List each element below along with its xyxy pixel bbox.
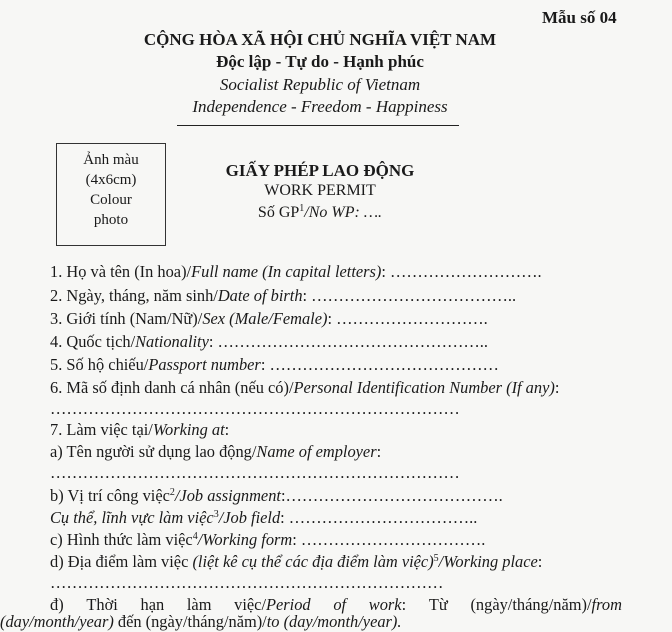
field-label-en: Passport number [148,355,261,374]
form-number: Mẫu số 04 [542,8,617,27]
field-colon: : [224,420,230,439]
period-word: việc/ [234,595,267,614]
country-name-vi: CỘNG HÒA XÃ HỘI CHỦ NGHĨA VIỆT NAM [143,30,497,49]
field-label-vi: 7. Làm việc tại/ [50,420,153,439]
period-word: đ) [50,595,64,614]
footnote-ref-1: 1 [299,203,305,214]
document-title-en: WORK PERMIT [264,182,376,199]
permit-number[interactable] [190,204,450,222]
field-label-vi: a) Tên người sử dụng lao động/ [50,442,257,461]
field-colon: : [554,378,560,397]
field-passport-number[interactable] [50,355,499,375]
permit-number-label-vi: Số GP [257,204,300,221]
photo-label-line4: photo [93,212,129,228]
document-title-vi: GIẤY PHÉP LAO ĐỘNG [225,161,415,180]
period-word: Thời [86,595,118,614]
field-label-en: Sex (Male/Female) [202,309,328,328]
field-dots: : ………………………………………….. [208,332,488,351]
period-word: from [591,595,622,614]
field-dots: : ……………………………….. [302,286,517,305]
period-word: of [333,595,347,614]
period-of-work-line2[interactable] [0,612,401,632]
field-sex[interactable] [50,309,488,329]
field-label-vi: Cụ thể, lĩnh vực làm việc [50,508,214,527]
field-label-vi: 6. Mã số định danh cá nhân (nếu có)/ [50,378,294,397]
field-label-en: /Job field [218,508,281,527]
field-label-en: Full name (In capital letters) [191,262,382,281]
field-label-en: Name of employer [256,442,377,461]
employer-name-continuation[interactable]: ………………………………………………………………… [50,463,460,482]
field-label-en: Working at [152,420,225,439]
field-label-en: /Job assignment [174,486,281,505]
field-working-form[interactable] [50,530,485,550]
photo-label-line1: Ảnh màu [83,152,139,168]
motto-en: Independence - Freedom - Happiness [192,97,448,116]
field-colon: : [537,552,543,571]
field-working-place[interactable] [50,552,542,572]
field-dots: : ………………………. [327,309,488,328]
permit-number-label-en: /No WP: …. [304,204,383,221]
period-word: hạn [140,595,165,614]
field-label-en: Personal Identification Number (If any) [293,378,555,397]
period-word: Period [266,595,311,614]
period-word: Từ [428,595,448,614]
period-word: work [368,595,402,614]
header-divider [177,125,459,126]
field-label-en: Nationality [135,332,209,351]
field-colon: : [376,442,382,461]
period-from-format: (day/month/year) [0,612,114,631]
field-label-en: /Working place [438,552,538,571]
field-nationality[interactable] [50,332,488,352]
field-working-at [50,420,229,440]
field-job-field[interactable] [50,508,477,528]
personal-id-continuation[interactable]: ………………………………………………………………… [50,399,460,418]
field-label-en: Date of birth [217,286,303,305]
period-word: : [401,595,407,614]
field-label-vi: 3. Giới tính (Nam/Nữ)/ [50,309,203,328]
field-date-of-birth[interactable] [50,286,516,306]
field-full-name[interactable] [50,262,542,282]
field-dots: : ……………………………. [292,530,486,549]
field-dots: :…………………………………. [280,486,503,505]
field-label-vi: b) Vị trí công việc [50,486,170,505]
footnote-ref-5: 5 [433,553,439,564]
field-label-vi: 1. Họ và tên (In hoa)/ [50,262,192,281]
footnote-ref-2: 2 [169,487,175,498]
working-place-continuation[interactable]: ……………………………………………………………… [50,573,444,592]
field-label-vi: 4. Quốc tịch/ [50,332,136,351]
field-label-vi: c) Hình thức làm việc [50,530,193,549]
footnote-ref-3: 3 [213,509,219,520]
motto-vi: Độc lập - Tự do - Hạnh phúc [216,52,424,71]
field-label-vi: d) Địa điểm làm việc [50,552,193,571]
photo-label-line2: (4x6cm) [85,172,137,188]
field-label-vi: 2. Ngày, tháng, năm sinh/ [50,286,218,305]
photo-box[interactable] [56,143,166,246]
field-label-en: /Working form [197,530,293,549]
footnote-ref-4: 4 [192,531,198,542]
period-word: làm [186,595,212,614]
period-to-label-en: to (day/month/year). [266,612,402,631]
field-label-vi-note: (liệt kê cụ thể các địa điểm làm việc) [192,552,434,571]
photo-label-line3: Colour [90,192,132,208]
field-employer-name[interactable] [50,442,381,462]
field-dots: : …………………………….. [280,508,478,527]
period-to-label-vi: đến (ngày/tháng/năm)/ [113,612,267,631]
country-name-en: Socialist Republic of Vietnam [219,75,421,94]
field-personal-id[interactable] [50,378,559,398]
field-label-vi: 5. Số hộ chiếu/ [50,355,149,374]
field-dots: : …………………………………… [260,355,499,374]
field-dots: : ………………………. [381,262,542,281]
period-word: (ngày/tháng/năm)/ [470,595,592,614]
field-job-assignment[interactable] [50,486,503,506]
